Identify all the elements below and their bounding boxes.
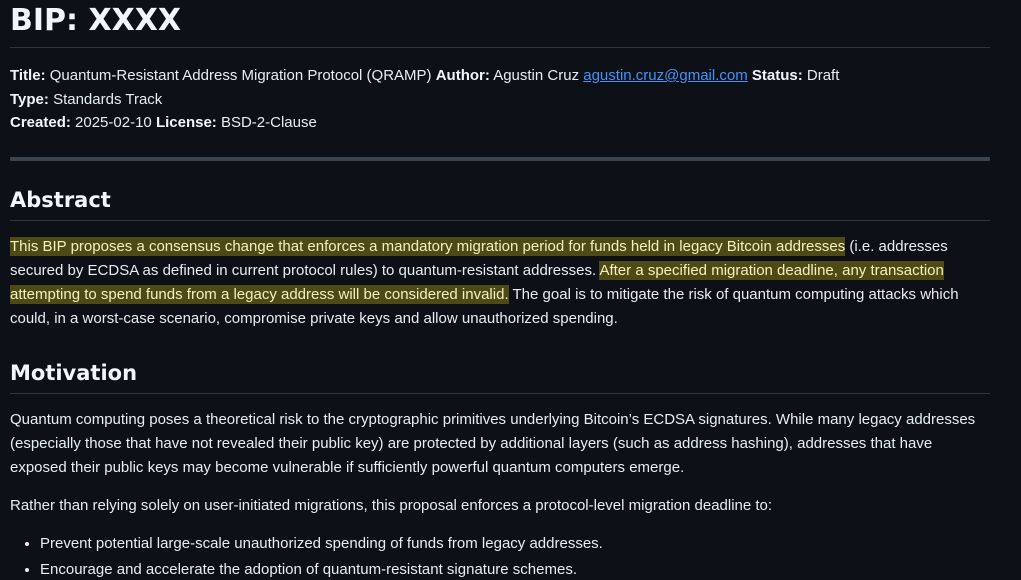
status-value: Draft (802, 67, 840, 84)
type-value: Standards Track (48, 90, 163, 108)
created-label: Created: (10, 114, 71, 131)
license-value: BSD-2-Clause (216, 114, 317, 131)
meta-line-3 (10, 111, 990, 135)
abstract-highlight-2: After a specified migration deadline, any transaction attempting to spend funds from a legacy address will be considered invalid. (10, 261, 944, 303)
author-label: Author: (435, 67, 490, 84)
abstract-paragraph (10, 235, 990, 331)
status-label: Status: (747, 67, 803, 84)
motivation-heading: Motivation (10, 359, 990, 394)
abstract-text-1: (i.e. addresses secured by ECDSA as defined in current protocol rules) to quantum-resistant addresses. (10, 237, 948, 279)
motivation-list (10, 532, 990, 580)
type-label: Type: (10, 90, 49, 108)
abstract-heading: Abstract (10, 186, 990, 221)
license-label: License: (155, 114, 217, 131)
horizontal-rule (10, 157, 990, 161)
metadata-block (10, 64, 990, 135)
created-value: 2025-02-10 (70, 114, 156, 131)
list-item: • Prevent potential large-scale unauthorized spending of funds from legacy addresses. (40, 532, 990, 556)
meta-line-2 (10, 88, 990, 112)
title-label: Title: (10, 67, 46, 84)
author-email-link[interactable]: agustin.cruz@gmail.com (583, 67, 748, 84)
abstract-highlight-1: This BIP proposes a consensus change that enforces a mandatory migration period for funds held in legacy Bitcoin addresses (10, 237, 846, 255)
list-item: • Encourage and accelerate the adoption of quantum-resistant signature schemes. (40, 558, 990, 580)
page-title: BIP: XXXX (10, 0, 990, 48)
abstract-text-2: The goal is to mitigate the risk of quantum computing attacks which could, in a worst-case scenario, compromise private keys and allow unauthorized spending. (10, 285, 959, 327)
meta-line-1 (10, 64, 990, 88)
motivation-paragraph-2: Rather than relying solely on user-initiated migrations, this proposal enforces a protocol-level migration deadline to: (10, 496, 773, 514)
document (10, 0, 990, 580)
title-value: Quantum-Resistant Address Migration Protocol (QRAMP) (45, 67, 436, 84)
motivation-paragraph-1: Quantum computing poses a theoretical risk to the cryptographic primitives underlying Bitcoin’s ECDSA signatures. While many legacy addresses (especially those that have not revealed their public key) are protected by additional layers (such as address hashing), addresses that have exposed their public keys may become vulnerable if sufficiently powerful quantum computers emerge. (10, 410, 976, 476)
author-value: Agustin Cruz (489, 67, 584, 84)
